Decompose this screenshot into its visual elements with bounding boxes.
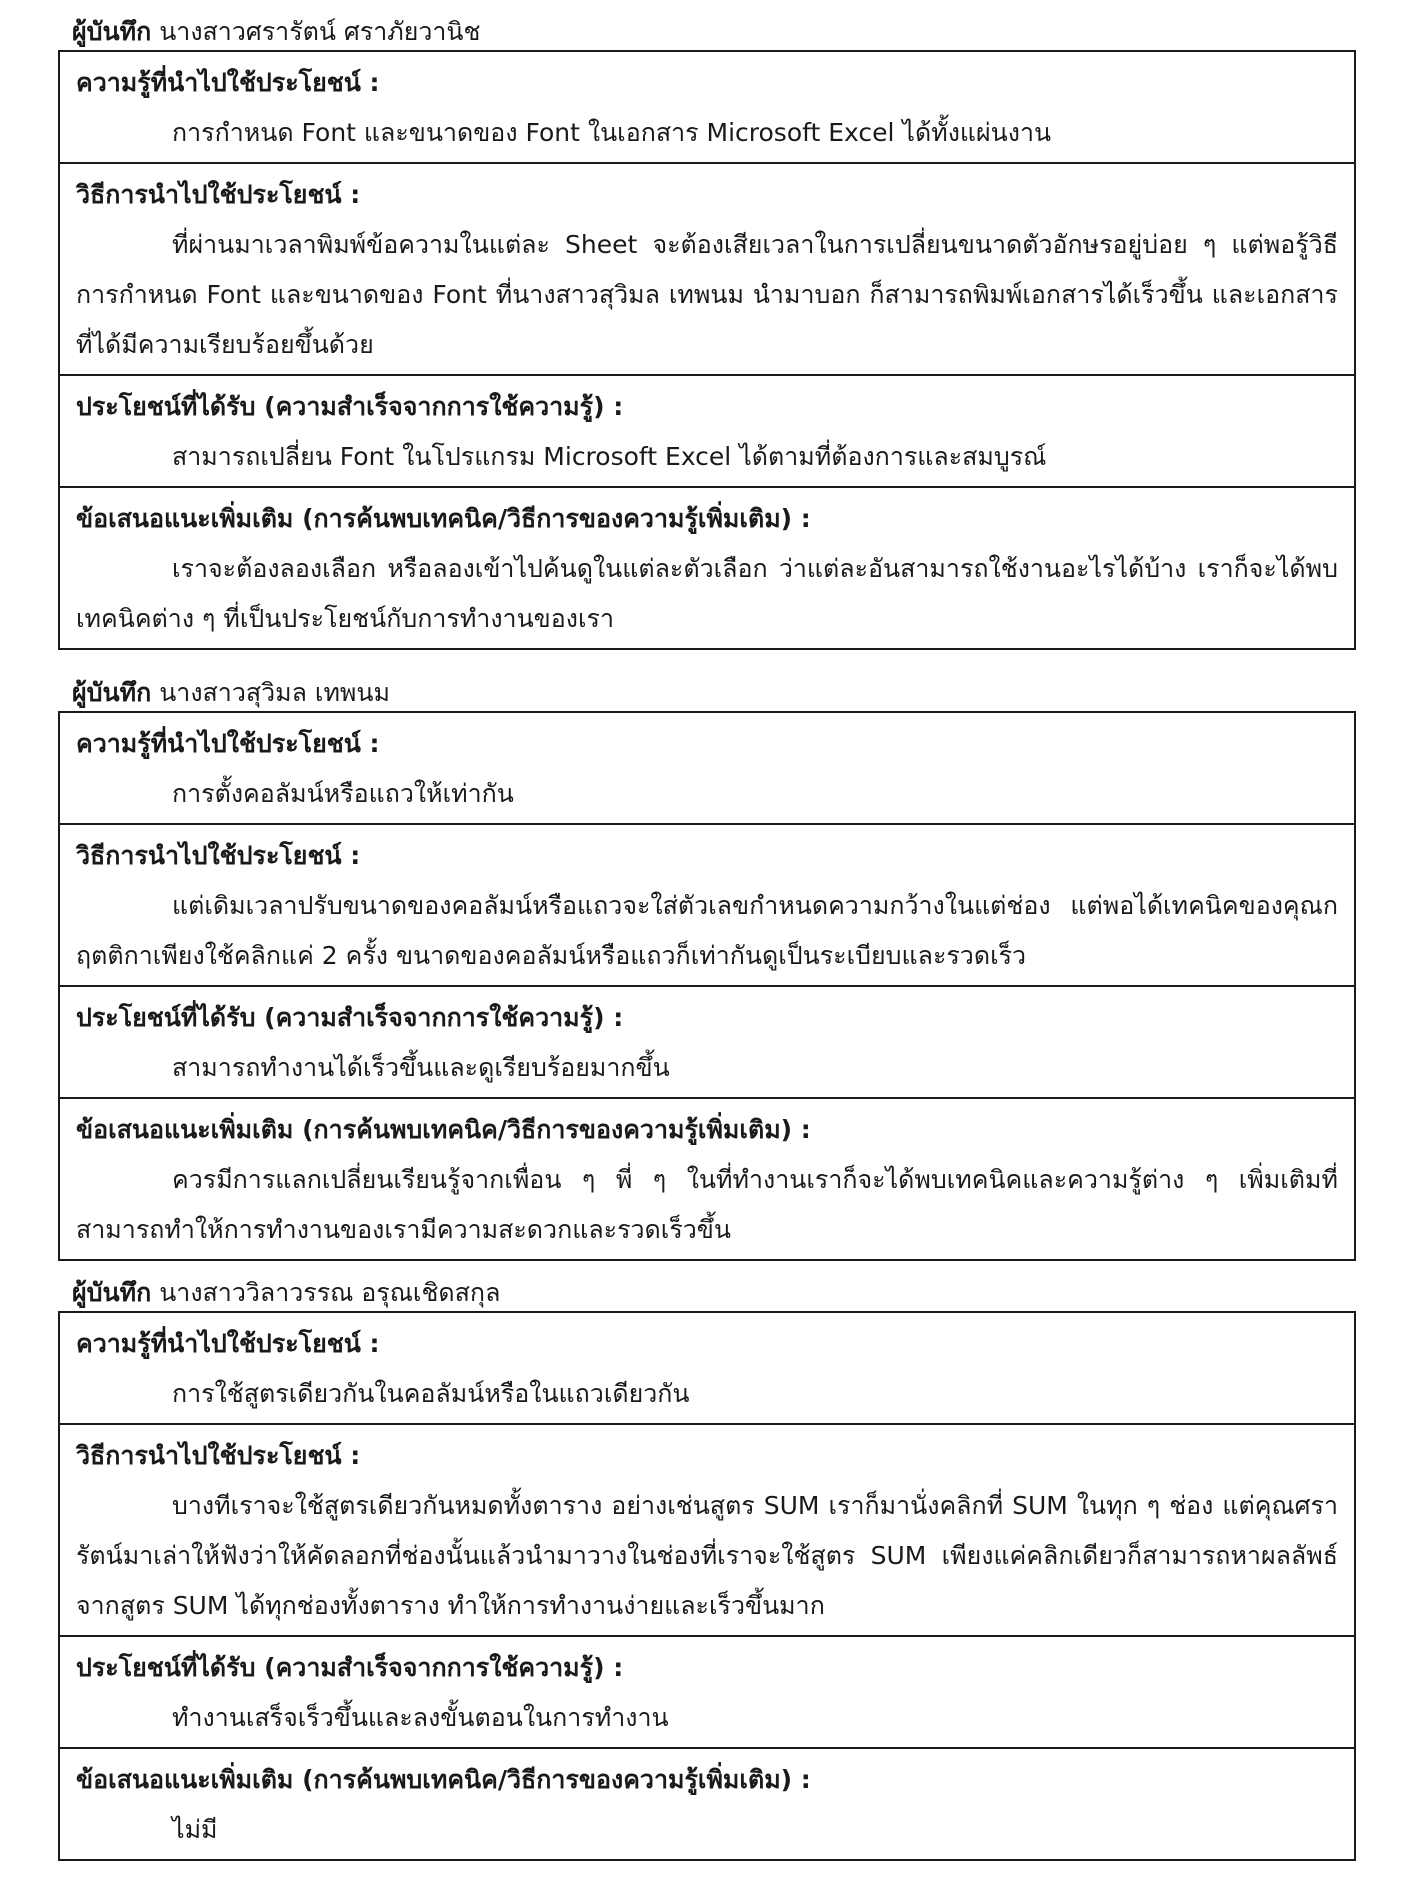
record-table <box>58 50 1356 650</box>
recorder-label: ผู้บันทึก <box>72 678 152 707</box>
section-title: ข้อเสนอแนะเพิ่มเติม (การค้นพบเทคนิค/วิธีการของความรู้เพิ่มเติม) : <box>76 504 811 533</box>
section-body: เราจะต้องลองเลือก หรือลองเข้าไปค้นดูในแต่ละตัวเลือก ว่าแต่ละอันสามารถใช้งานอะไรได้บ้าง เราก็จะได้พบเทคนิคต่าง ๆ ที่เป็นประโยชน์กับการทำงานของเรา <box>76 554 1338 633</box>
recorder-label: ผู้บันทึก <box>72 17 152 46</box>
section-body: สามารถทำงานได้เร็วขึ้นและดูเรียบร้อยมากขึ้น <box>172 1053 670 1082</box>
recorder-name: นางสาวศรารัตน์ ศราภัยวานิช <box>159 17 481 46</box>
recorder-name: นางสาววิลาวรรณ อรุณเชิดสกุล <box>159 1278 501 1307</box>
record-1 <box>58 14 1356 650</box>
record-3 <box>58 1275 1356 1861</box>
section-knowledge <box>60 713 1354 823</box>
section-knowledge <box>60 52 1354 162</box>
section-title: วิธีการนำไปใช้ประโยชน์ : <box>76 1441 361 1470</box>
section-title: ข้อเสนอแนะเพิ่มเติม (การค้นพบเทคนิค/วิธีการของความรู้เพิ่มเติม) : <box>76 1115 811 1144</box>
section-title: วิธีการนำไปใช้ประโยชน์ : <box>76 841 361 870</box>
section-suggestion <box>60 1097 1354 1259</box>
section-body: สามารถเปลี่ยน Font ในโปรแกรม Microsoft Excel ได้ตามที่ต้องการและสมบูรณ์ <box>172 442 1047 471</box>
section-method <box>60 162 1354 374</box>
section-knowledge <box>60 1313 1354 1423</box>
record-2 <box>58 675 1356 1261</box>
section-suggestion <box>60 1747 1354 1859</box>
section-body: ควรมีการแลกเปลี่ยนเรียนรู้จากเพื่อน ๆ พี่ ๆ ในที่ทำงานเราก็จะได้พบเทคนิคและความรู้ต่าง ๆ เพิ่มเติมที่สามารถทำให้การทำงานของเรามีความสะดวกและรวดเร็วขึ้น <box>76 1165 1338 1244</box>
section-title: ข้อเสนอแนะเพิ่มเติม (การค้นพบเทคนิค/วิธีการของความรู้เพิ่มเติม) : <box>76 1765 811 1794</box>
section-title: ประโยชน์ที่ได้รับ (ความสำเร็จจากการใช้ความรู้) : <box>76 1653 624 1682</box>
recorder-line <box>58 14 1356 50</box>
section-body: การกำหนด Font และขนาดของ Font ในเอกสาร Microsoft Excel ได้ทั้งแผ่นงาน <box>172 118 1052 147</box>
section-title: ความรู้ที่นำไปใช้ประโยชน์ : <box>76 1329 380 1358</box>
section-title: วิธีการนำไปใช้ประโยชน์ : <box>76 180 361 209</box>
record-table <box>58 711 1356 1261</box>
section-title: ประโยชน์ที่ได้รับ (ความสำเร็จจากการใช้ความรู้) : <box>76 1003 624 1032</box>
section-title: ความรู้ที่นำไปใช้ประโยชน์ : <box>76 68 380 97</box>
section-method <box>60 823 1354 985</box>
section-suggestion <box>60 486 1354 648</box>
recorder-line <box>58 1275 1356 1311</box>
recorder-name: นางสาวสุวิมล เทพนม <box>159 678 390 707</box>
section-title: ประโยชน์ที่ได้รับ (ความสำเร็จจากการใช้ความรู้) : <box>76 392 624 421</box>
section-method <box>60 1423 1354 1635</box>
section-body: บางทีเราจะใช้สูตรเดียวกันหมดทั้งตาราง อย่างเช่นสูตร SUM เราก็มานั่งคลิกที่ SUM ในทุก ๆ ช่อง แต่คุณศรารัตน์มาเล่าให้ฟังว่าให้คัดลอกที่ช่องนั้นแล้วนำมาวางในช่องที่เราจะใช้สูตร SUM เพียงแค่คลิกเดียวก็สามารถหาผลลัพธ์จากสูตร SUM ได้ทุกช่องทั้งตาราง ทำให้การทำงานง่ายและเร็วขึ้นมาก <box>76 1491 1338 1620</box>
section-body: การใช้สูตรเดียวกันในคอลัมน์หรือในแถวเดียวกัน <box>172 1379 690 1408</box>
section-title: ความรู้ที่นำไปใช้ประโยชน์ : <box>76 729 380 758</box>
recorder-line <box>58 675 1356 711</box>
section-benefit <box>60 1635 1354 1747</box>
section-body: แต่เดิมเวลาปรับขนาดของคอลัมน์หรือแถวจะใส่ตัวเลขกำหนดความกว้างในแต่ช่อง แต่พอได้เทคนิคของคุณกฤตติกาเพียงใช้คลิกแค่ 2 ครั้ง ขนาดของคอลัมน์หรือแถวก็เท่ากันดูเป็นระเบียบและรวดเร็ว <box>76 891 1338 970</box>
section-body: การตั้งคอลัมน์หรือแถวให้เท่ากัน <box>172 779 514 808</box>
section-benefit <box>60 374 1354 486</box>
recorder-label: ผู้บันทึก <box>72 1278 152 1307</box>
section-body: ทำงานเสร็จเร็วขึ้นและลงขั้นตอนในการทำงาน <box>172 1703 669 1732</box>
section-body: ไม่มี <box>172 1815 218 1844</box>
record-table <box>58 1311 1356 1861</box>
section-benefit <box>60 985 1354 1097</box>
section-body: ที่ผ่านมาเวลาพิมพ์ข้อความในแต่ละ Sheet จะต้องเสียเวลาในการเปลี่ยนขนาดตัวอักษรอยู่บ่อย ๆ แต่พอรู้วิธีการกำหนด Font และขนาดของ Font ที่นางสาวสุวิมล เทพนม นำมาบอก ก็สามารถพิมพ์เอกสารได้เร็วขึ้น และเอกสารที่ได้มีความเรียบร้อยขึ้นด้วย <box>76 230 1338 359</box>
